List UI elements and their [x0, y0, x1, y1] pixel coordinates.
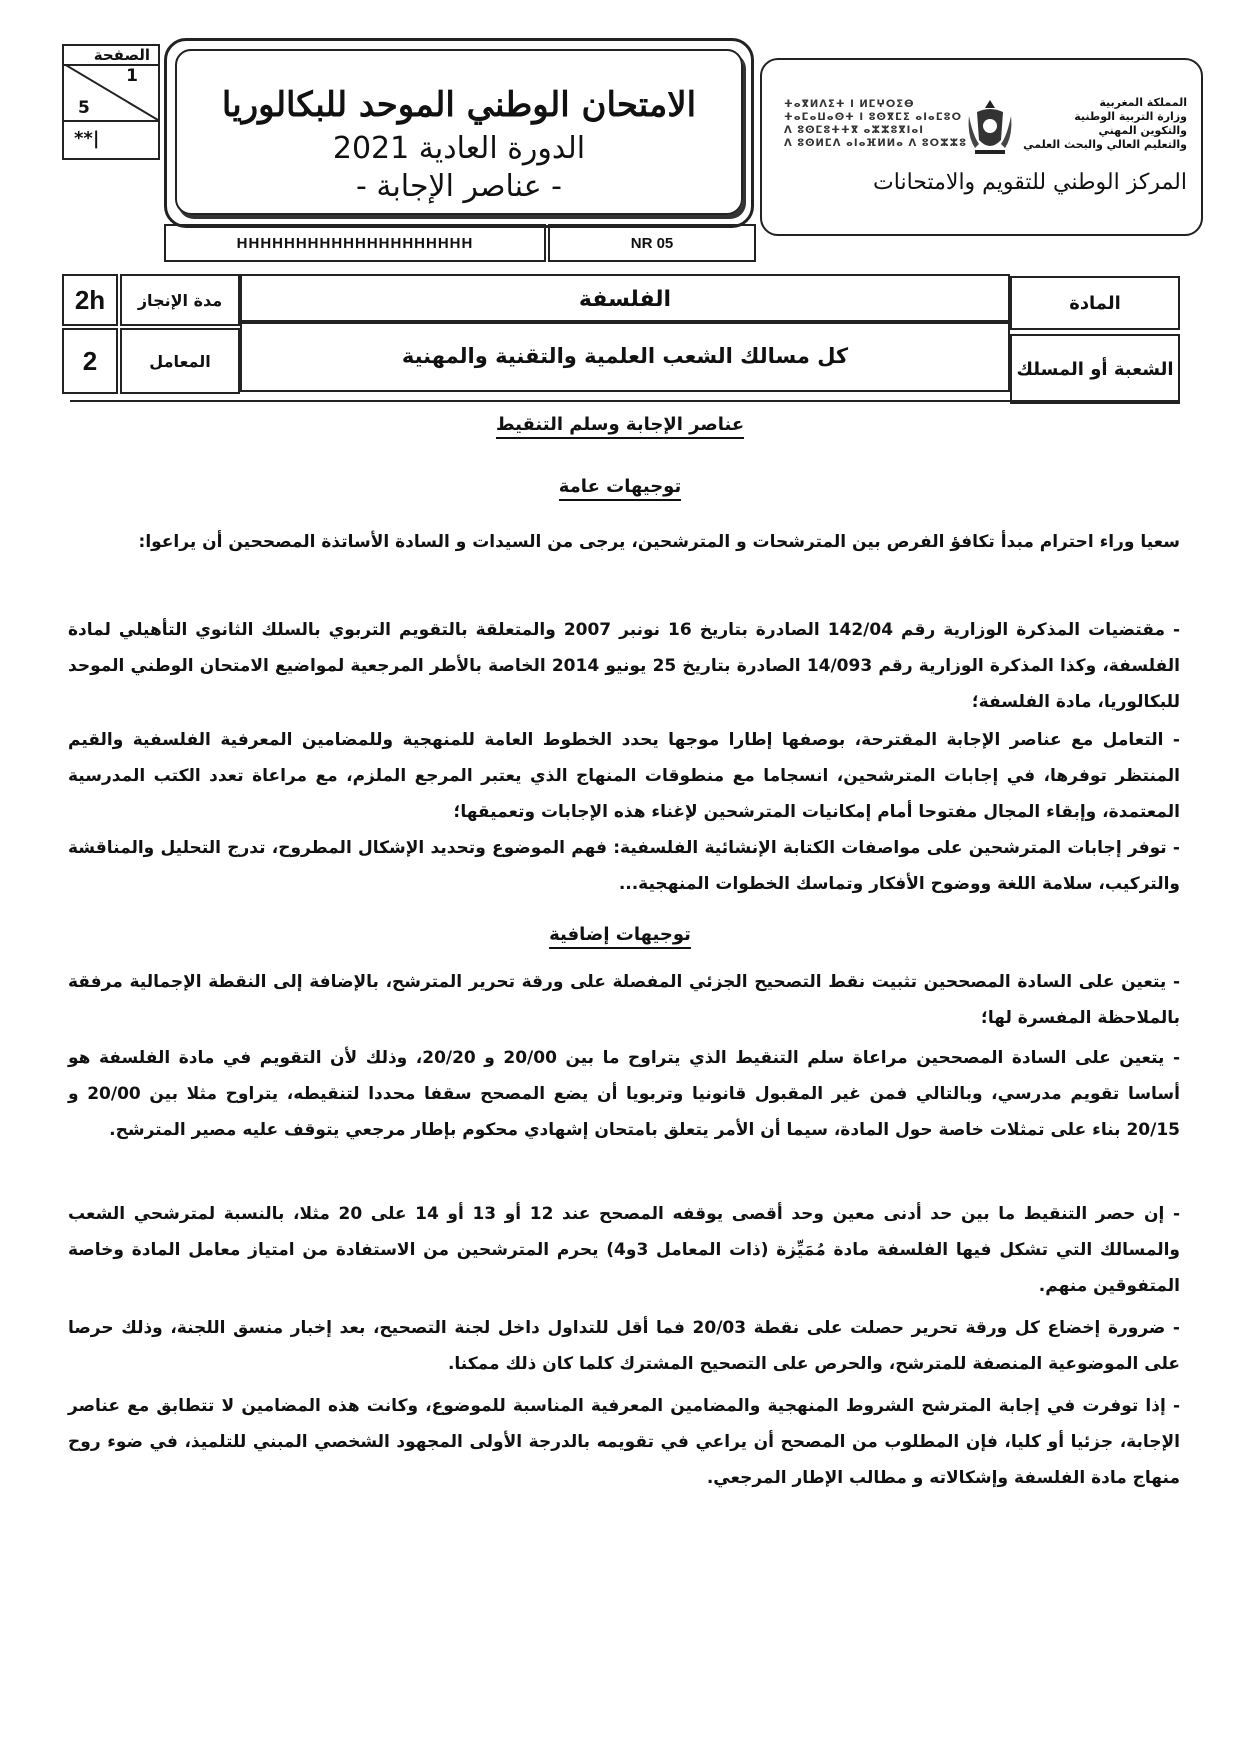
main-heading: عناصر الإجابة وسلم التنقيط — [0, 414, 1240, 435]
divider — [64, 120, 158, 122]
tifinagh-ministry-name: ⵜⴰⴳⵍⴷⵉⵜ ⵏ ⵍⵎⵖⵔⵉⴱ ⵜⴰⵎⴰⵡⴰⵙⵜ ⵏ ⵓⵙⴳⵎⵉ ⴰⵏⴰⵎⵓⵔ ⴷ ⵓⵙⵎⵓⵜⵜⴳ ⴰⵣⵣⵓⴳⵏⴰⵏ ⴷ ⵓⵙⵍⵎⴷ ⴰⵏⴰⴼⵍⵍⴰ ⴷ ⵓⵔⵣⵣⵓ — [784, 99, 968, 149]
coat-of-arms-icon — [967, 96, 1013, 156]
coefficient-value: 2 — [62, 328, 118, 394]
general-guidelines-heading: توجيهات عامة — [0, 476, 1240, 497]
page-label: الصفحة — [93, 46, 150, 64]
exam-title: الامتحان الوطني الموحد للبكالوريا — [221, 85, 697, 125]
track-value: كل مسالك الشعب العلمية والتقنية والمهنية — [240, 320, 1010, 392]
guideline-item: - التعامل مع عناصر الإجابة المقترحة، بوصفها إطارا موجها يحدد الخطوط العامة للمنهجية وللمضامين المعرفية الفلسفية والقيم المنتظر توفرها، في إجابات المترشحين، انسجاما مع منطوقات المنهاج الذي يعتبر المرجع الملزم، مع مراعاة تعدد الكتب المدرسية المعتمدة، وإبقاء المجال مفتوحا أمام إمكانيات المترشحين لإغناء هذه الإجابات وتعميقها؛ — [68, 730, 1180, 822]
title-inner-frame — [175, 49, 743, 215]
additional-guidelines-heading: توجيهات إضافية — [0, 924, 1240, 945]
guideline-item: - يتعين على السادة المصححين مراعاة سلم التنقيط الذي يتراوح ما بين 20/00 و 20/20، وذلك لأن التقويم في مادة الفلسفة هو أساسا تقويم مدرسي، وبالتالي فمن غير المقبول قانونيا وتربويا أن يضع المصحح سقفا محددا لتنقيطه، يتراوح مثلا بين 20/00 و 20/15 بناء على تمثلات خاصة حول المادة، سيما أن الأمر يتعلق بامتحان إشهادي محكوم بإطار مرجعي يتوقف عليه مصير المترشح. — [68, 1048, 1181, 1140]
page-number: 1 — [126, 66, 138, 86]
page-counter-box — [62, 44, 160, 160]
guideline-item: - يتعين على السادة المصححين تثبيت نقط التصحيح الجزئي المفصلة على ورقة تحرير المترشح، بالإضافة إلى النقطة الإجمالية مرفقة بالملاحظة المفسرة لها؛ — [68, 972, 1180, 1028]
exam-subtitle: - عناصر الإجابة - — [356, 169, 562, 204]
candidate-code: HHHHHHHHHHHHHHHHHHHH — [164, 224, 546, 262]
exam-session: الدورة العادية 2021 — [332, 131, 586, 166]
guideline-item: - إذا توفرت في إجابة المترشح الشروط المنهجية والمضامين المعرفية المناسبة للموضوع، وكانت هذه المضامين لا تتطابق مع عناصر الإجابة، جزئيا أو كليا، فإن المطلوب من المصحح أن يراعي في تقويمه بالدرجة الأولى المجهود الشخصي المبني للتلميذ، في ضوء روح منهاج مادة الفلسفة وإشكالاته و مطالب الإطار المرجعي. — [68, 1396, 1180, 1488]
guideline-item: - مقتضيات المذكرة الوزارية رقم 142/04 الصادرة بتاريخ 16 نونبر 2007 والمتعلقة بالتقويم التربوي بالسلك الثانوي التأهيلي لمادة الفلسفة، وكذا المذكرة الوزارية رقم 14/093 الصادرة بتاريخ 25 يونيو 2014 الخاصة بالأطر المرجعية لمواضيع الامتحان الوطني الموحد للبكالوريا، مادة الفلسفة؛ — [68, 620, 1181, 712]
page-total: 5 — [78, 98, 90, 118]
intro-paragraph: سعيا وراء احترام مبدأ تكافؤ الفرص بين المترشحات و المترشحين، يرجى من السيدات و السادة الأساتذة المصححين أن يراعوا: — [138, 532, 1180, 552]
guideline-item: - ضرورة إخضاع كل ورقة تحرير حصلت على نقطة 20/03 فما أقل للتداول داخل لجنة التصحيح، بعد إخبار منسق اللجنة، وذلك حرصا على الموضوعية المنصفة للمترشح، والحرص على التصحيح المشترك كلما كان ذلك ممكنا. — [68, 1318, 1180, 1374]
guideline-item: - إن حصر التنقيط ما بين حد أدنى معين وحد أقصى يوقفه المصحح عند 12 أو 13 أو 14 على 20 مثلا، بالنسبة لمترشحي الشعب والمسالك التي تشكل فيها الفلسفة مادة مُمَيِّزة (ذات المعامل 3و4) يحرم المترشحين من الاستفادة من امتياز معامل المادة وخاصة المتفوقين منهم. — [68, 1204, 1181, 1296]
page-marker: **| — [74, 128, 100, 149]
header-separator — [70, 400, 1180, 402]
center-name: المركز الوطني للتقويم والامتحانات — [873, 170, 1187, 195]
guideline-item: - توفر إجابات المترشحين على مواصفات الكتابة الإنشائية الفلسفية: فهم الموضوع وتحديد الإشكال المطروح، تدرج التحليل والمناقشة والتركيب، سلامة اللغة ووضوح الأفكار وتماسك الخطوات المنهجية... — [68, 838, 1180, 894]
track-label: الشعبة أو المسلك — [1010, 334, 1180, 404]
institution-header — [760, 58, 1203, 236]
exam-title-box — [164, 38, 754, 228]
duration-value: 2h — [62, 274, 118, 326]
subject-value: الفلسفة — [240, 274, 1010, 324]
ministry-name-arabic: المملكة المغربية وزارة التربية الوطنية والتكوين المهني والتعليم العالي والبحث العلمي — [1023, 96, 1187, 151]
coefficient-label: المعامل — [120, 328, 240, 394]
duration-label: مدة الإنجاز — [120, 274, 240, 326]
subject-label: المادة — [1010, 276, 1180, 330]
exam-code: NR 05 — [548, 224, 756, 262]
